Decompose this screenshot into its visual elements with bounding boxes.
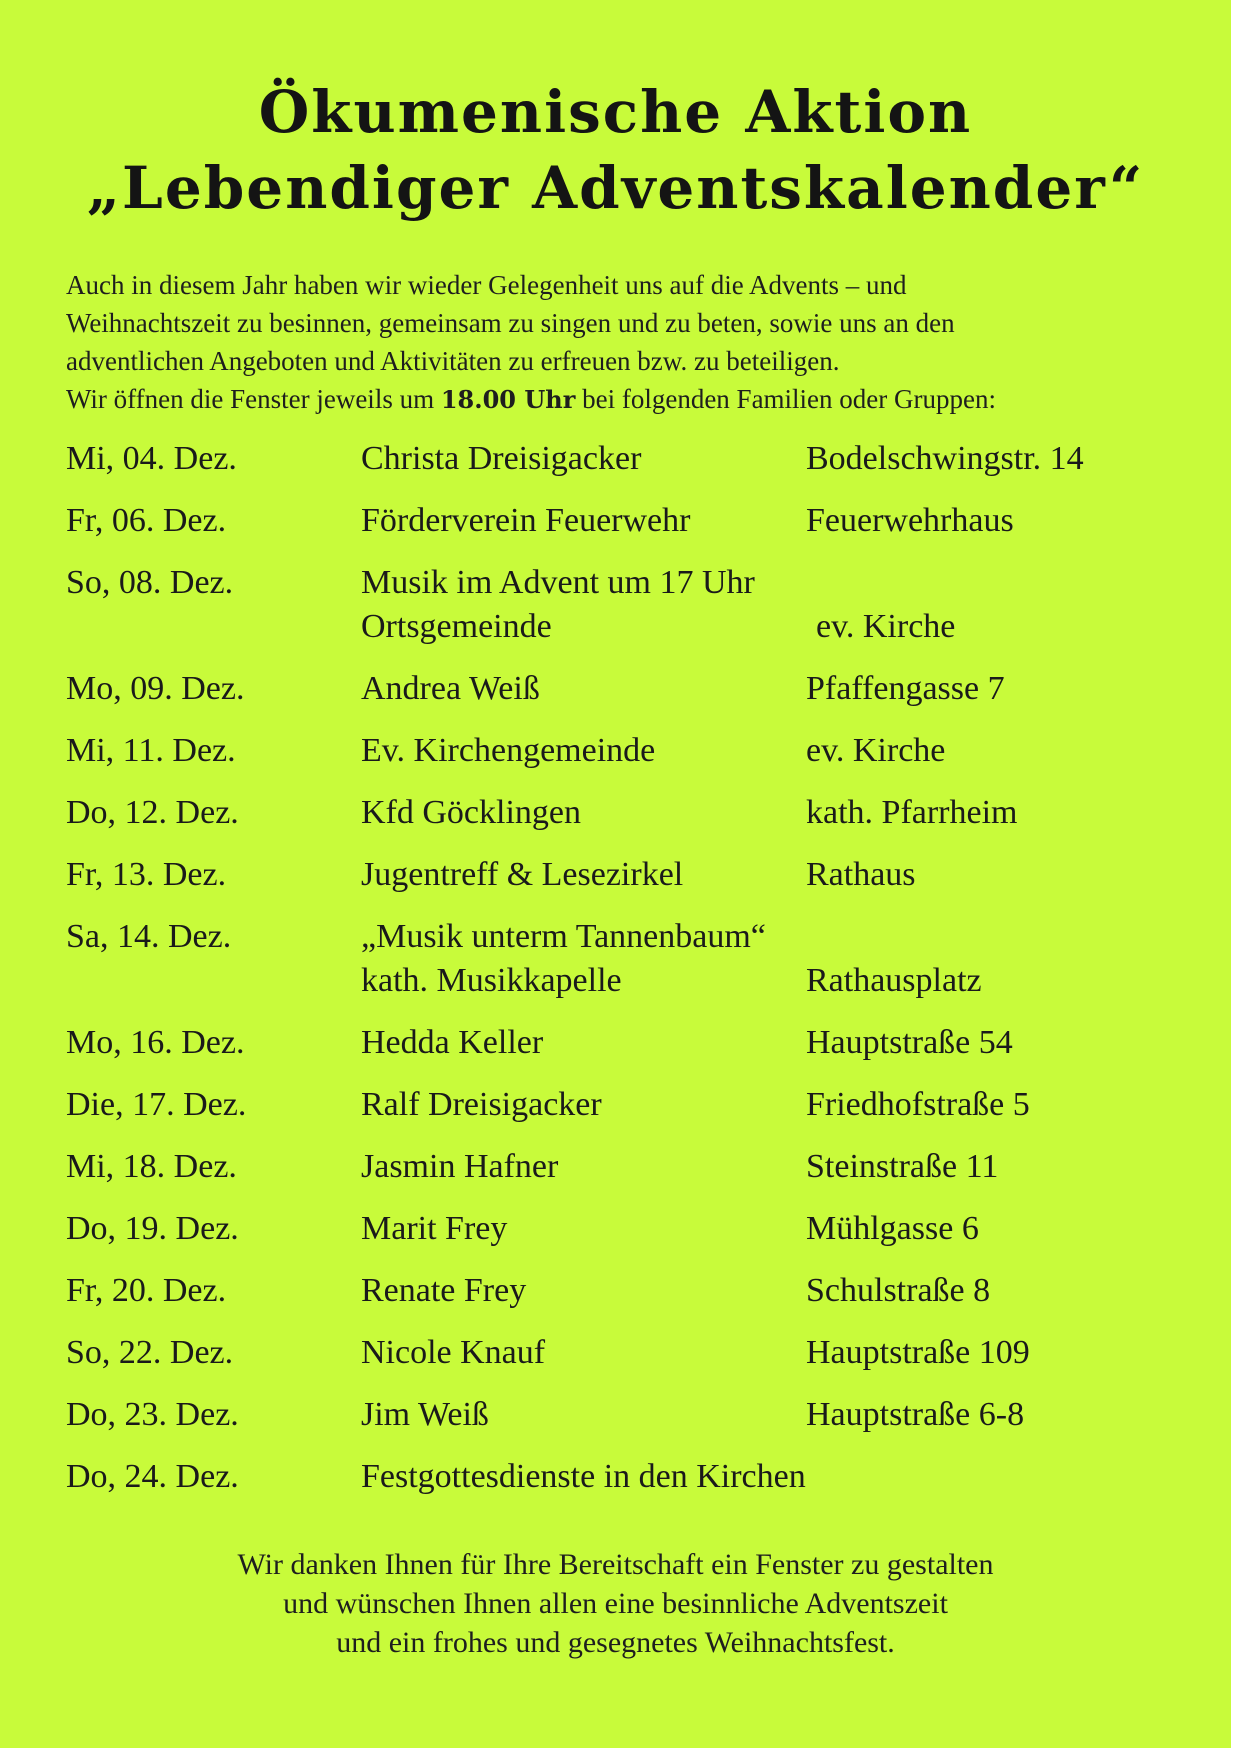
- schedule-location: Feuerwehrhaus: [806, 502, 1014, 539]
- page-title: Ökumenische Aktion: [258, 78, 973, 146]
- schedule-date: So, 08. Dez.: [66, 564, 234, 601]
- schedule-location: Pfaffengasse 7: [806, 670, 1005, 707]
- schedule-host: Kfd Göcklingen: [361, 794, 582, 831]
- intro-line: Weihnachtszeit zu besinnen, gemeinsam zu singen und zu beten, sowie uns an den: [66, 308, 955, 338]
- schedule-date: Die, 17. Dez.: [66, 1086, 247, 1123]
- schedule-host: Marit Frey: [361, 1210, 508, 1247]
- schedule-location: Hauptstraße 54: [806, 1024, 1013, 1061]
- schedule-date: Do, 12. Dez.: [66, 794, 239, 831]
- closing-line: Wir danken Ihnen für Ihre Bereitschaft ein Fenster zu gestalten: [237, 1548, 994, 1581]
- intro-line: [66, 380, 1176, 419]
- schedule-host-line2: kath. Musikkapelle: [361, 962, 622, 999]
- schedule-host: Musik im Advent um 17 Uhr: [361, 564, 755, 601]
- schedule-date: Mi, 18. Dez.: [66, 1148, 237, 1185]
- schedule-date: Fr, 13. Dez.: [66, 856, 227, 893]
- schedule-date: Mo, 09. Dez.: [66, 670, 245, 707]
- intro-text: [66, 266, 1176, 419]
- schedule-location: Rathaus: [806, 856, 916, 893]
- schedule-date: So, 22. Dez.: [66, 1334, 234, 1371]
- schedule-location: Mühlgasse 6: [806, 1210, 979, 1247]
- schedule-date: Fr, 20. Dez.: [66, 1272, 227, 1309]
- schedule-location: Bodelschwingstr. 14: [806, 440, 1084, 477]
- schedule-date: Do, 24. Dez.: [66, 1458, 239, 1495]
- schedule-host: Ev. Kirchengemeinde: [361, 732, 656, 769]
- schedule-host: Hedda Keller: [361, 1024, 544, 1061]
- schedule-host: Christa Dreisigacker: [361, 440, 642, 477]
- schedule-date: Mi, 04. Dez.: [66, 440, 237, 477]
- schedule-host: Renate Frey: [361, 1272, 527, 1309]
- opening-time: 18.00 Uhr: [440, 385, 576, 414]
- schedule-host: Jim Weiß: [361, 1396, 489, 1433]
- schedule-date: Do, 23. Dez.: [66, 1396, 239, 1433]
- schedule-host: Festgottesdienste in den Kirchen: [361, 1458, 806, 1495]
- schedule-location: Friedhofstraße 5: [806, 1086, 1030, 1123]
- schedule-date: Fr, 06. Dez.: [66, 502, 227, 539]
- schedule-location: Rathausplatz: [806, 962, 982, 999]
- schedule-host: „Musik unterm Tannenbaum“: [361, 918, 766, 955]
- closing-line: und wünschen Ihnen allen eine besinnliche Adventszeit: [283, 1587, 948, 1620]
- schedule-host: Ralf Dreisigacker: [361, 1086, 602, 1123]
- closing-line: und ein frohes und gesegnetes Weihnachtsfest.: [336, 1626, 895, 1659]
- intro-text-after-time: bei folgenden Familien oder Gruppen:: [582, 384, 996, 414]
- schedule-location: kath. Pfarrheim: [806, 794, 1018, 831]
- schedule-location: Hauptstraße 109: [806, 1334, 1030, 1371]
- intro-line: Auch in diesem Jahr haben wir wieder Gelegenheit uns auf die Advents – und: [66, 270, 907, 300]
- schedule-location: ev. Kirche: [806, 732, 946, 769]
- page-subtitle: „Lebendiger Adventskalender“: [86, 154, 1145, 222]
- schedule-host: Jasmin Hafner: [361, 1148, 559, 1185]
- schedule-location: Steinstraße 11: [806, 1148, 999, 1185]
- schedule-location: Hauptstraße 6-8: [806, 1396, 1025, 1433]
- schedule-host: Nicole Knauf: [361, 1334, 546, 1371]
- schedule-location: ev. Kirche: [816, 608, 956, 645]
- schedule-location: Schulstraße 8: [806, 1272, 991, 1309]
- intro-line: adventlichen Angeboten und Aktivitäten zu erfreuen bzw. zu beteiligen.: [66, 346, 840, 376]
- schedule-date: Mo, 16. Dez.: [66, 1024, 245, 1061]
- schedule-host-line2: Ortsgemeinde: [361, 608, 552, 645]
- schedule-date: Mi, 11. Dez.: [66, 732, 236, 769]
- schedule-host: Jugentreff & Lesezirkel: [361, 856, 684, 893]
- closing-text: [0, 1545, 1231, 1662]
- schedule-host: Förderverein Feuerwehr: [361, 502, 691, 539]
- schedule-date: Do, 19. Dez.: [66, 1210, 239, 1247]
- schedule-host: Andrea Weiß: [361, 670, 540, 707]
- intro-text-before-time: Wir öffnen die Fenster jeweils um: [66, 384, 435, 414]
- schedule-date: Sa, 14. Dez.: [66, 918, 232, 955]
